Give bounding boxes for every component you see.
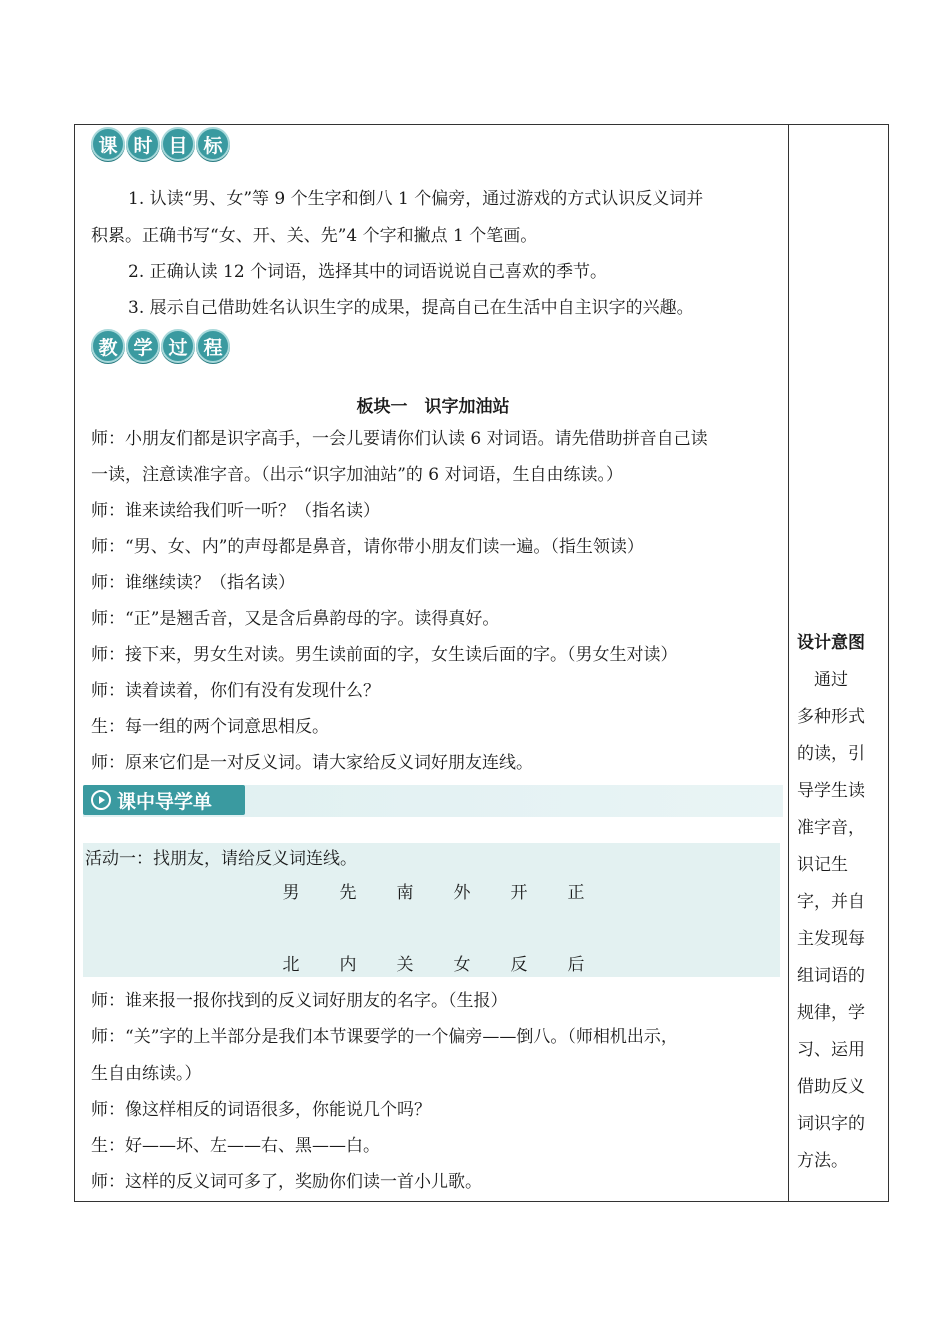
objective-line: 积累。正确书写“女、开、关、先”4 个字和撇点 1 个笔画。 — [91, 226, 538, 246]
activity-word-top: 男 — [282, 883, 300, 903]
objectives-badge — [91, 127, 230, 163]
badge-char: 学 — [126, 329, 160, 363]
badge-char: 目 — [161, 127, 195, 161]
activity-word-top: 南 — [396, 883, 414, 903]
dialogue-line: 师：谁继续读？（指名读） — [91, 573, 295, 593]
guide-tag — [83, 785, 245, 815]
design-intent-line: 组词语的 — [797, 966, 865, 986]
objective-line: 2. 正确认读 12 个词语，选择其中的词语说说自己喜欢的季节。 — [128, 262, 608, 282]
badge-char: 标 — [196, 127, 230, 161]
design-intent-line: 的读，引 — [797, 744, 865, 764]
design-intent-line: 准字音， — [797, 818, 865, 838]
dialogue-line: 师：谁来读给我们听一听？（指名读） — [91, 501, 380, 521]
activity-word-top: 外 — [453, 883, 471, 903]
activity-word-top: 正 — [567, 883, 585, 903]
dialogue-line: 师：读着读着，你们有没有发现什么？ — [91, 681, 380, 701]
play-icon — [91, 790, 111, 810]
dialogue-line: 师：小朋友们都是识字高手，一会儿要请你们认读 6 对词语。请先借助拼音自己读 — [91, 429, 708, 449]
dialogue-line: 一读，注意读准字音。（出示“识字加油站”的 6 对词语，生自由练读。） — [91, 465, 624, 485]
dialogue-line: 师：原来它们是一对反义词。请大家给反义词好朋友连线。 — [91, 753, 533, 773]
activity-word-top: 开 — [510, 883, 528, 903]
badge-char: 课 — [91, 127, 125, 161]
dialogue-line: 师：这样的反义词可多了，奖励你们读一首小儿歌。 — [91, 1172, 482, 1192]
guide-label: 课中导学单 — [117, 790, 213, 813]
objective-line: 1. 认读“男、女”等 9 个生字和倒八 1 个偏旁，通过游戏的方式认识反义词并 — [128, 189, 704, 209]
activity-word-bottom: 后 — [567, 955, 585, 975]
design-intent-line: 习、运用 — [797, 1040, 865, 1060]
section-title: 板块一 识字加油站 — [356, 397, 510, 417]
activity-word-bottom: 反 — [510, 955, 528, 975]
design-intent-line: 导学生读 — [797, 781, 865, 801]
guide-bar — [83, 785, 783, 817]
badge-char: 过 — [161, 329, 195, 363]
activity-title: 活动一：找朋友，请给反义词连线。 — [85, 849, 357, 869]
objective-line: 3. 展示自己借助姓名认识生字的成果，提高自己在生活中自主识字的兴趣。 — [128, 298, 694, 318]
design-intent-line: 词识字的 — [797, 1114, 865, 1134]
dialogue-line: 师：“关”字的上半部分是我们本节课要学的一个偏旁——倒八。（师相机出示， — [91, 1027, 678, 1047]
dialogue-line: 师：“正”是翘舌音，又是含后鼻韵母的字。读得真好。 — [91, 609, 500, 629]
badge-char: 程 — [196, 329, 230, 363]
process-badge — [91, 329, 230, 365]
badge-char: 教 — [91, 329, 125, 363]
lesson-table — [74, 124, 889, 1202]
activity-word-top: 先 — [339, 883, 357, 903]
activity-word-bottom: 女 — [453, 955, 471, 975]
design-intent-line: 规律，学 — [797, 1003, 865, 1023]
dialogue-line: 生自由练读。） — [91, 1064, 202, 1084]
activity-word-bottom: 关 — [396, 955, 414, 975]
dialogue-line: 生：好——坏、左——右、黑——白。 — [91, 1136, 380, 1156]
dialogue-line: 师：像这样相反的词语很多，你能说几个吗？ — [91, 1100, 431, 1120]
design-intent — [797, 625, 877, 1180]
design-intent-line: 通过 — [797, 670, 848, 690]
badge-char: 时 — [126, 127, 160, 161]
activity-word-bottom: 北 — [282, 955, 300, 975]
design-intent-line: 主发现每 — [797, 929, 865, 949]
design-intent-title: 设计意图 — [797, 633, 865, 653]
design-intent-line: 字，并自 — [797, 892, 865, 912]
design-intent-line: 多种形式 — [797, 707, 865, 727]
dialogue-line: 师：接下来，男女生对读。男生读前面的字，女生读后面的字。（男女生对读） — [91, 645, 678, 665]
dialogue-line: 生：每一组的两个词意思相反。 — [91, 717, 329, 737]
design-intent-line: 借助反义 — [797, 1077, 865, 1097]
dialogue-line: 师：“男、女、内”的声母都是鼻音，请你带小朋友们读一遍。（指生领读） — [91, 537, 644, 557]
activity-word-bottom: 内 — [339, 955, 357, 975]
dialogue-line: 师：谁来报一报你找到的反义词好朋友的名字。（生报） — [91, 991, 508, 1011]
design-intent-line: 识记生 — [797, 855, 848, 875]
design-intent-line: 方法。 — [797, 1151, 848, 1171]
activity-box — [83, 843, 780, 977]
